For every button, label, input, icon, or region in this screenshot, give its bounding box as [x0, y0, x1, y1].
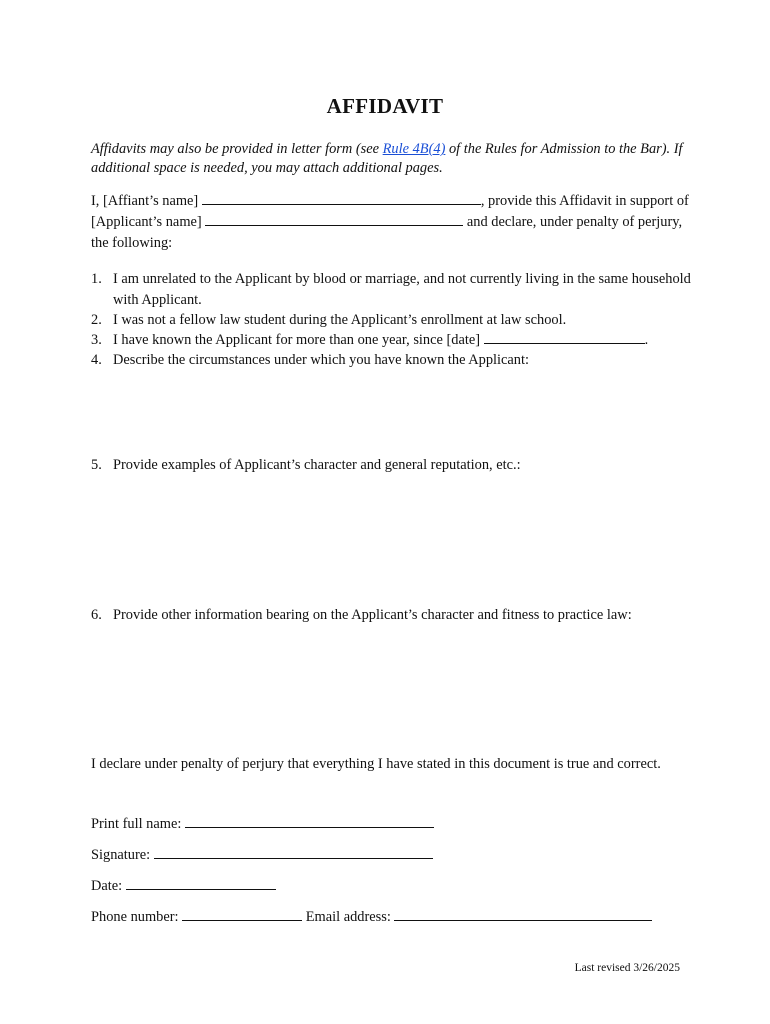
list-text-with-date — [113, 330, 691, 351]
signature-field[interactable] — [154, 846, 433, 859]
rule-link[interactable]: Rule 4B(4) — [382, 141, 446, 157]
list-item — [91, 310, 691, 331]
declaration-part-2: , provide this Affidavit in support of [Applicant’s name] — [91, 193, 689, 230]
contact-row — [91, 907, 652, 927]
list-text: Provide examples of Applicant’s character and general reputation, etc.: — [113, 457, 521, 473]
date-row — [91, 876, 276, 896]
print-name-field[interactable] — [185, 815, 434, 828]
signature-row — [91, 845, 433, 865]
applicant-name-field[interactable] — [205, 213, 463, 226]
affiant-name-field[interactable] — [202, 192, 481, 205]
since-date-field[interactable] — [484, 331, 645, 344]
list-item — [91, 350, 691, 371]
phone-field[interactable] — [182, 908, 302, 921]
print-name-label: Print full name: — [91, 816, 185, 832]
list-number: 6. — [91, 607, 102, 623]
intro-text-before: Affidavits may also be provided in letter form (see — [91, 141, 383, 157]
list-text: I have known the Applicant for more than one year, since [date] — [113, 332, 484, 348]
list-number: 2. — [91, 312, 102, 328]
list-item — [91, 269, 691, 310]
date-label: Date: — [91, 878, 126, 894]
list-item — [91, 330, 691, 351]
list-text: Describe the circumstances under which you have known the Applicant: — [113, 352, 529, 368]
list-suffix: . — [644, 332, 649, 348]
phone-label: Phone number: — [91, 909, 183, 925]
list-number: 1. — [91, 271, 102, 287]
intro-text-after: of the Rules for Admission to the Bar). If additional space is needed, you may attach additional pages. — [91, 141, 683, 176]
email-label: Email address: — [302, 909, 395, 925]
list-number: 5. — [91, 457, 102, 473]
revision-date: Last revised 3/26/2025 — [574, 962, 680, 974]
list-item — [91, 455, 691, 476]
date-field[interactable] — [126, 877, 276, 890]
list-number: 3. — [91, 332, 102, 348]
signature-label: Signature: — [91, 847, 154, 863]
list-number: 4. — [91, 352, 102, 368]
email-field[interactable] — [394, 908, 652, 921]
declaration-paragraph — [91, 191, 691, 254]
list-text: I was not a fellow law student during the Applicant’s enrollment at law school. — [113, 312, 567, 328]
declaration-part-3: and declare, under penalty of perjury, the following: — [91, 214, 683, 251]
closing-statement: I declare under penalty of perjury that everything I have stated in this document is true and correct. — [91, 756, 661, 772]
page-title: AFFIDAVIT — [326, 94, 444, 118]
list-text: I am unrelated to the Applicant by blood or marriage, and not currently living in the same household with Applicant. — [113, 271, 691, 308]
declaration-part-1: I, [Affiant’s name] — [91, 193, 202, 209]
list-text: Provide other information bearing on the Applicant’s character and fitness to practice law: — [113, 607, 632, 623]
intro-note — [91, 140, 691, 178]
list-item — [91, 605, 691, 626]
print-name-row — [91, 814, 434, 834]
